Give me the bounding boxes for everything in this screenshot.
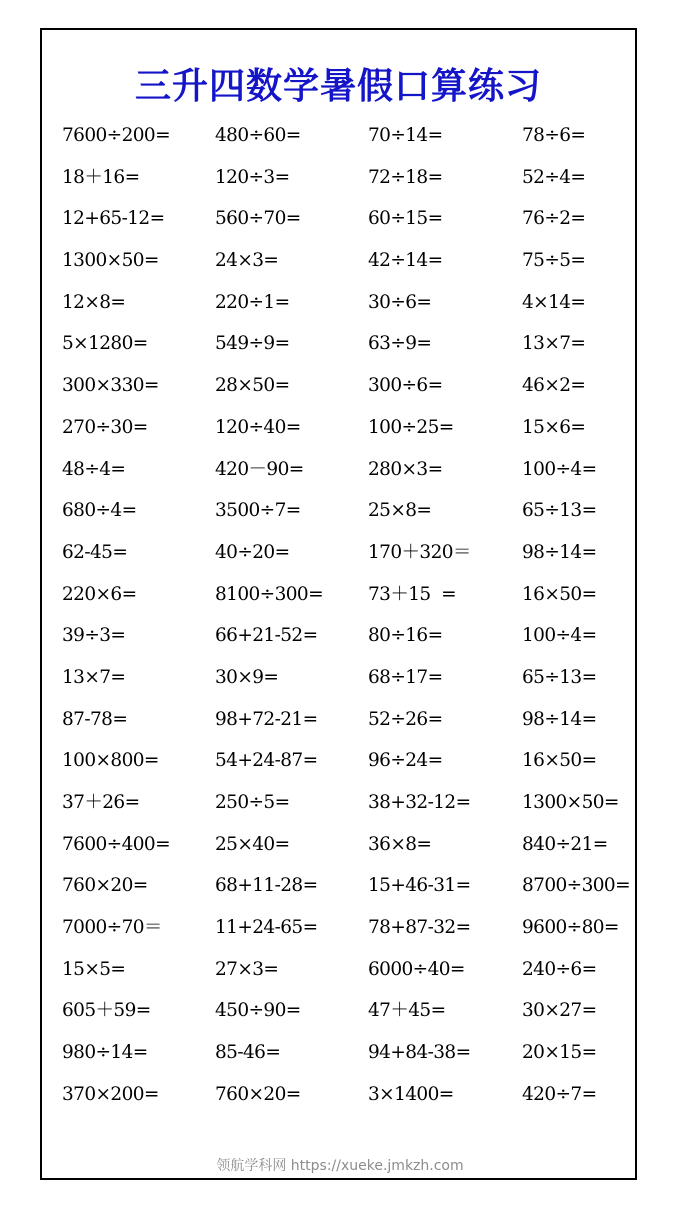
problem-cell: 12+65-12= bbox=[62, 208, 165, 230]
problem-cell: 450÷90= bbox=[215, 1000, 301, 1022]
problem-cell: 760×20= bbox=[215, 1083, 301, 1105]
problem-row bbox=[62, 490, 637, 532]
worksheet-title: 三升四数学暑假口算练习 bbox=[134, 65, 542, 107]
problem-cell: 47＋45= bbox=[368, 1000, 446, 1022]
problem-cell: 38+32-12= bbox=[368, 792, 471, 813]
problem-cell: 46×2= bbox=[522, 375, 586, 397]
problem-cell: 1300×50= bbox=[62, 250, 159, 272]
problem-cell: 549÷9= bbox=[215, 333, 290, 355]
problem-row bbox=[62, 990, 637, 1032]
problem-cell: 840÷21= bbox=[522, 833, 608, 855]
problem-cell: 30÷6= bbox=[368, 291, 432, 313]
problem-cell: 100÷4= bbox=[522, 458, 597, 480]
problem-cell: 11+24-65= bbox=[215, 917, 318, 939]
problem-cell: 300÷6= bbox=[368, 375, 443, 397]
problem-cell: 680÷4= bbox=[62, 500, 137, 522]
problem-cell: 78÷6= bbox=[522, 125, 586, 146]
problem-row bbox=[62, 907, 637, 949]
problem-cell: 1300×50= bbox=[522, 792, 619, 813]
problem-cell: 73＋15 = bbox=[368, 583, 457, 605]
problem-cell: 42÷14= bbox=[368, 250, 443, 272]
problem-cell: 75÷5= bbox=[522, 250, 586, 272]
problem-cell: 54+24-87= bbox=[215, 750, 318, 772]
problem-cell: 25×8= bbox=[368, 500, 432, 522]
problem-cell: 120÷3= bbox=[215, 166, 290, 188]
problem-row bbox=[62, 365, 637, 407]
problem-cell: 980÷14= bbox=[62, 1042, 148, 1064]
problem-cell: 68÷17= bbox=[368, 666, 443, 688]
problem-cell: 98÷14= bbox=[522, 541, 597, 563]
problem-cell: 8100÷300= bbox=[215, 583, 323, 605]
problem-cell: 52÷4= bbox=[522, 166, 586, 188]
problem-cell: 62-45= bbox=[62, 541, 128, 563]
problem-row bbox=[62, 198, 637, 240]
problem-cell: 420÷7= bbox=[522, 1083, 597, 1105]
problem-cell: 605＋59= bbox=[62, 1000, 151, 1022]
worksheet-frame bbox=[40, 28, 637, 1180]
problem-cell: 13×7= bbox=[522, 333, 586, 355]
problem-cell: 120÷40= bbox=[215, 416, 301, 438]
problem-cell: 220×6= bbox=[62, 583, 137, 605]
problem-cell: 7000÷70＝ bbox=[62, 917, 162, 939]
problem-cell: 100÷4= bbox=[522, 625, 597, 647]
problem-row bbox=[62, 240, 637, 282]
problem-cell: 25×40= bbox=[215, 833, 290, 855]
problem-cell: 170＋320＝ bbox=[368, 541, 471, 563]
problem-row bbox=[62, 740, 637, 782]
problem-cell: 94+84-38= bbox=[368, 1042, 471, 1064]
problem-cell: 85-46= bbox=[215, 1042, 281, 1064]
problem-cell: 5×1280= bbox=[62, 333, 148, 355]
problem-cell: 98+72-21= bbox=[215, 708, 318, 730]
problem-cell: 12×8= bbox=[62, 291, 126, 313]
problem-cell: 280×3= bbox=[368, 458, 443, 480]
problem-cell: 70÷14= bbox=[368, 125, 443, 146]
problem-cell: 3500÷7= bbox=[215, 500, 301, 522]
problem-cell: 63÷9= bbox=[368, 333, 432, 355]
problem-cell: 16×50= bbox=[522, 750, 597, 772]
problem-row bbox=[62, 949, 637, 991]
problem-cell: 36×8= bbox=[368, 833, 432, 855]
problem-cell: 7600÷400= bbox=[62, 833, 170, 855]
problem-cell: 60÷15= bbox=[368, 208, 443, 230]
problem-row bbox=[62, 782, 637, 824]
problem-row bbox=[62, 115, 637, 157]
problem-cell: 240÷6= bbox=[522, 958, 597, 980]
problem-cell: 8700÷300= bbox=[522, 875, 630, 897]
problem-cell: 39÷3= bbox=[62, 625, 126, 647]
problem-cell: 78+87-32= bbox=[368, 917, 471, 939]
problem-row bbox=[62, 449, 637, 491]
problem-cell: 3×1400= bbox=[368, 1083, 454, 1105]
problem-grid bbox=[62, 115, 637, 1116]
problem-row bbox=[62, 865, 637, 907]
problem-row bbox=[62, 574, 637, 616]
problem-row bbox=[62, 699, 637, 741]
problem-cell: 30×27= bbox=[522, 1000, 597, 1022]
problem-cell: 300×330= bbox=[62, 375, 159, 397]
problem-cell: 87-78= bbox=[62, 708, 128, 730]
problem-cell: 37＋26= bbox=[62, 792, 140, 813]
problem-cell: 76÷2= bbox=[522, 208, 586, 230]
problem-cell: 48÷4= bbox=[62, 458, 126, 480]
problem-cell: 6000÷40= bbox=[368, 958, 465, 980]
problem-cell: 98÷14= bbox=[522, 708, 597, 730]
problem-row bbox=[62, 407, 637, 449]
problem-row bbox=[62, 1074, 637, 1116]
problem-cell: 4×14= bbox=[522, 291, 586, 313]
problem-cell: 760×20= bbox=[62, 875, 148, 897]
problem-cell: 13×7= bbox=[62, 666, 126, 688]
problem-cell: 16×50= bbox=[522, 583, 597, 605]
problem-cell: 18＋16= bbox=[62, 166, 140, 188]
problem-cell: 27×3= bbox=[215, 958, 279, 980]
problem-cell: 66+21-52= bbox=[215, 625, 318, 647]
footer-watermark: 领航学科网 https://xueke.jmkzh.com bbox=[216, 1158, 464, 1174]
problem-cell: 96÷24= bbox=[368, 750, 443, 772]
problem-cell: 68+11-28= bbox=[215, 875, 318, 897]
problem-cell: 270÷30= bbox=[62, 416, 148, 438]
problem-cell: 40÷20= bbox=[215, 541, 290, 563]
problem-cell: 24×3= bbox=[215, 250, 279, 272]
problem-cell: 9600÷80= bbox=[522, 917, 619, 939]
problem-row bbox=[62, 532, 637, 574]
problem-row bbox=[62, 657, 637, 699]
problem-row bbox=[62, 157, 637, 199]
problem-cell: 28×50= bbox=[215, 375, 290, 397]
problem-cell: 250÷5= bbox=[215, 792, 290, 813]
problem-row bbox=[62, 615, 637, 657]
problem-cell: 220÷1= bbox=[215, 291, 290, 313]
problem-row bbox=[62, 824, 637, 866]
problem-cell: 7600÷200= bbox=[62, 125, 170, 146]
problem-cell: 65÷13= bbox=[522, 666, 597, 688]
problem-row bbox=[62, 323, 637, 365]
problem-cell: 100×800= bbox=[62, 750, 159, 772]
problem-row bbox=[62, 1032, 637, 1074]
problem-row bbox=[62, 282, 637, 324]
problem-cell: 20×15= bbox=[522, 1042, 597, 1064]
problem-cell: 480÷60= bbox=[215, 125, 301, 146]
problem-cell: 65÷13= bbox=[522, 500, 597, 522]
problem-cell: 15+46-31= bbox=[368, 875, 471, 897]
problem-cell: 72÷18= bbox=[368, 166, 443, 188]
problem-cell: 420－90= bbox=[215, 458, 304, 480]
problem-cell: 30×9= bbox=[215, 666, 279, 688]
problem-cell: 80÷16= bbox=[368, 625, 443, 647]
problem-cell: 15×6= bbox=[522, 416, 586, 438]
problem-cell: 52÷26= bbox=[368, 708, 443, 730]
problem-cell: 370×200= bbox=[62, 1083, 159, 1105]
problem-cell: 15×5= bbox=[62, 958, 126, 980]
problem-cell: 560÷70= bbox=[215, 208, 301, 230]
problem-cell: 100÷25= bbox=[368, 416, 454, 438]
